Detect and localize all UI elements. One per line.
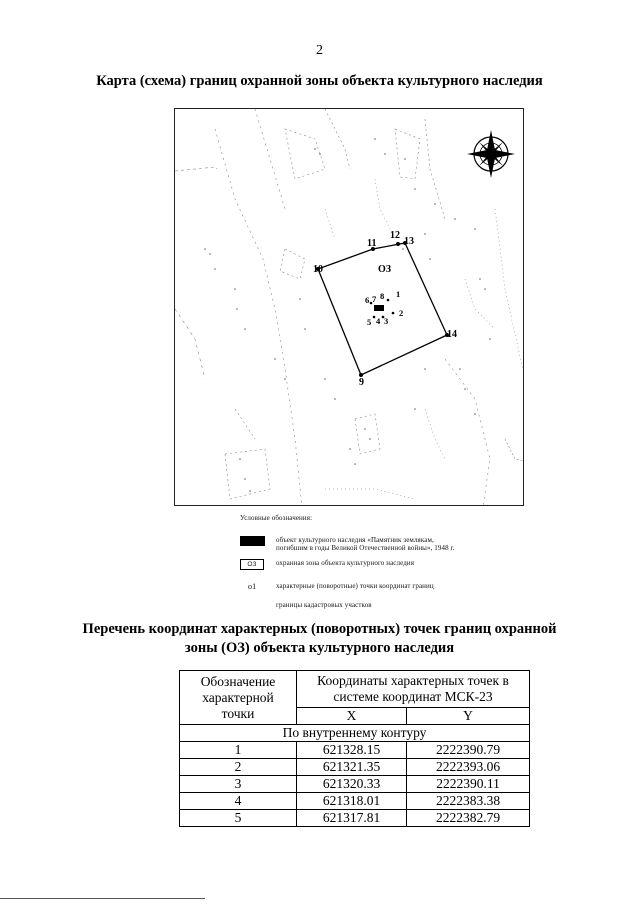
legend-text: границы кадастровых участков	[276, 601, 372, 609]
map-scheme	[174, 108, 524, 506]
map-title: Карта (схема) границ охранной зоны объекта культурного наследия	[96, 73, 543, 89]
monument-object	[374, 305, 384, 311]
map-dots	[204, 138, 491, 492]
table-section-row	[180, 725, 530, 742]
compass-rose	[467, 130, 515, 178]
coordinates-title	[0, 620, 639, 658]
map-canvas	[175, 109, 524, 506]
point-label-5: 5	[367, 317, 372, 327]
point-label-14: 14	[447, 329, 457, 340]
coordinates-title-line: Перечень координат характерных (поворотных) точек границ охранной	[82, 621, 557, 637]
header-x: X	[297, 708, 407, 725]
table-row: 4 621318.01 2222383.38	[180, 793, 530, 810]
table-row: 1 621328.15 2222390.79	[180, 742, 530, 759]
point-label-6: 6	[365, 295, 370, 305]
point-label-2: 2	[399, 308, 404, 318]
point-label-4: 4	[376, 316, 381, 326]
point-label-13: 13	[404, 236, 414, 247]
table-row: 5 621317.81 2222382.79	[180, 810, 530, 827]
point-label-9: 9	[359, 377, 364, 388]
section-inner-contour: По внутреннему контуру	[180, 725, 530, 742]
table-header-row	[180, 671, 530, 708]
coordinates-title-line: зоны (ОЗ) объекта культурного наследия	[184, 640, 455, 656]
point-marker-icon: o1	[248, 582, 257, 591]
cadastral-background	[175, 109, 524, 506]
zone-swatch-icon: ОЗ	[240, 559, 264, 570]
legend-text: объект культурного наследия «Памятник землякам,	[276, 536, 434, 544]
legend-title: Условные обозначения:	[240, 514, 313, 522]
header-point: Обозначение характерной точки	[180, 671, 297, 725]
point-label-7: 7	[372, 294, 377, 304]
monument-swatch-icon	[240, 536, 265, 546]
legend-text: характерные (поворотные) точки координат границ	[276, 582, 434, 590]
point-label-1: 1	[396, 289, 401, 299]
point-label-10: 10	[313, 264, 323, 275]
table-row: 3 621320.33 2222390.11	[180, 776, 530, 793]
point-label-11: 11	[367, 238, 377, 249]
legend-text: погибшим в годы Великой Отечественной войны», 1948 г.	[276, 544, 455, 552]
table-row: 2 621321.35 2222393.06	[180, 759, 530, 776]
point-label-8: 8	[380, 291, 385, 301]
page-number: 2	[316, 43, 323, 58]
point-label-12: 12	[390, 230, 400, 241]
coordinates-table	[179, 670, 530, 827]
header-y: Y	[407, 708, 530, 725]
legend-text: охранная зона объекта культурного наследия	[276, 559, 415, 567]
footnote-separator	[0, 898, 205, 899]
zone-label: ОЗ	[378, 264, 392, 275]
point-label-3: 3	[384, 316, 389, 326]
header-coordinates: Координаты характерных точек в системе координат МСК-23	[297, 671, 530, 708]
